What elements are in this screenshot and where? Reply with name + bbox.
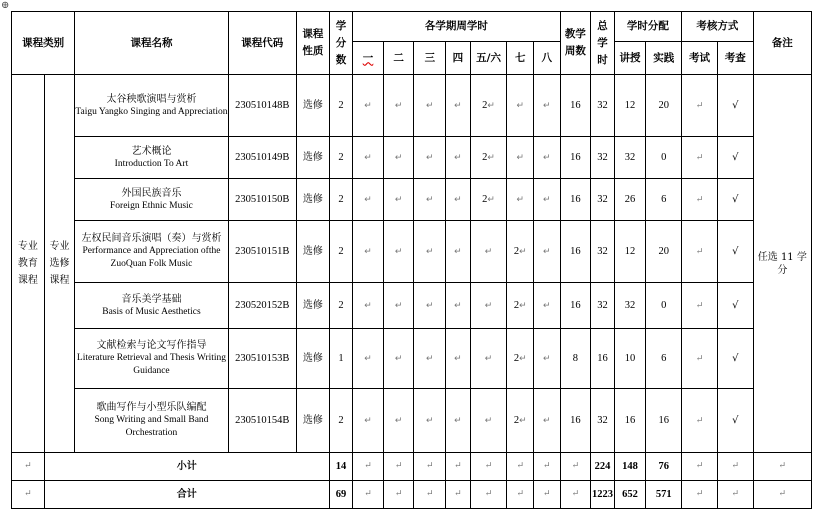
semester-hours-cell: ↵ [383, 329, 414, 389]
total-hours: 32 [591, 283, 614, 329]
category-outer: 专业教育课程 [12, 75, 45, 453]
semester-hours-cell: 2↵ [507, 329, 534, 389]
semester-hours-cell: ↵ [470, 221, 507, 283]
course-nature: 选修 [297, 221, 330, 283]
test-mark: √ [717, 137, 753, 179]
semester-hours-cell: ↵ [534, 283, 561, 329]
total-hours: 32 [591, 75, 614, 137]
semester-hours-cell: ↵ [534, 221, 561, 283]
header-semester-4: 四 [446, 42, 471, 75]
header-hours-distribution: 学时分配 [614, 12, 681, 42]
course-credits: 2 [329, 389, 352, 453]
course-nature: 选修 [297, 389, 330, 453]
total-hours: 16 [591, 329, 614, 389]
course-credits: 1 [329, 329, 352, 389]
course-code: 230510154B [228, 389, 296, 453]
test-mark: √ [717, 329, 753, 389]
semester-hours-cell: ↵ [383, 221, 414, 283]
header-remark: 备注 [753, 12, 811, 75]
semester-hours-cell: ↵ [507, 179, 534, 221]
course-code: 230520152B [228, 283, 296, 329]
table-anchor-icon[interactable]: ⊕ [1, 0, 10, 11]
table-row [12, 329, 812, 389]
header-semester-1: 一 [353, 42, 384, 75]
teaching-weeks: 16 [560, 179, 591, 221]
semester-hours-cell: ↵ [534, 75, 561, 137]
semester-hours-cell: ↵ [534, 137, 561, 179]
semester-hours-cell: ↵ [446, 329, 471, 389]
header-course-code: 课程代码 [228, 12, 296, 75]
remark-cell: 任选 11 学分 [753, 75, 811, 453]
semester-hours-cell: ↵ [414, 221, 446, 283]
header-practice: 实践 [646, 42, 682, 75]
semester-hours-cell: ↵ [414, 75, 446, 137]
semester-hours-cell: ↵ [446, 389, 471, 453]
course-nature: 选修 [297, 179, 330, 221]
semester-hours-cell: ↵ [353, 75, 384, 137]
course-name: 艺术概论 Introduction To Art [75, 137, 228, 179]
semester-hours-cell: ↵ [470, 283, 507, 329]
semester-hours-cell: ↵ [414, 283, 446, 329]
course-name: 歌曲写作与小型乐队编配 Song Writing and Small Band Orchestration [75, 389, 228, 453]
header-total-hours: 总学时 [591, 12, 614, 75]
course-code: 230510150B [228, 179, 296, 221]
subtotal-practice: 76 [646, 453, 682, 481]
header-course-nature: 课程性质 [297, 12, 330, 75]
semester-hours-cell: ↵ [414, 179, 446, 221]
total-total-hours: 1223 [591, 481, 614, 509]
teaching-weeks: 16 [560, 75, 591, 137]
semester-hours-cell: ↵ [414, 137, 446, 179]
total-hours: 32 [591, 389, 614, 453]
lecture-hours: 12 [614, 75, 646, 137]
total-hours: 32 [591, 137, 614, 179]
header-teaching-weeks: 教学周数 [560, 12, 591, 75]
practice-hours: 20 [646, 75, 682, 137]
table-row [12, 389, 812, 453]
teaching-weeks: 16 [560, 283, 591, 329]
header-semester-2: 二 [383, 42, 414, 75]
lecture-hours: 32 [614, 283, 646, 329]
lecture-hours: 12 [614, 221, 646, 283]
semester-hours-cell: ↵ [414, 329, 446, 389]
header-semester-5-6: 五/六 [470, 42, 507, 75]
exam-mark: ↵ [682, 329, 718, 389]
semester-hours-cell: ↵ [353, 329, 384, 389]
practice-hours: 16 [646, 389, 682, 453]
semester-hours-cell: 2↵ [507, 389, 534, 453]
header-credits: 学分数 [329, 12, 352, 75]
semester-hours-cell: ↵ [446, 75, 471, 137]
course-credits: 2 [329, 75, 352, 137]
exam-mark: ↵ [682, 283, 718, 329]
course-credits: 2 [329, 137, 352, 179]
table-row [12, 283, 812, 329]
course-code: 230510151B [228, 221, 296, 283]
course-name: 左权民间音乐演唱（奏）与赏析 Performance and Appreciation ofthe ZuoQuan Folk Music [75, 221, 228, 283]
semester-hours-cell: ↵ [534, 389, 561, 453]
lecture-hours: 10 [614, 329, 646, 389]
table-row [12, 75, 812, 137]
practice-hours: 6 [646, 329, 682, 389]
lecture-hours: 26 [614, 179, 646, 221]
course-credits: 2 [329, 221, 352, 283]
table-row [12, 179, 812, 221]
subtotal-total-hours: 224 [591, 453, 614, 481]
semester-hours-cell: ↵ [383, 283, 414, 329]
semester-hours-cell: 2↵ [507, 283, 534, 329]
course-nature: 选修 [297, 283, 330, 329]
exam-mark: ↵ [682, 137, 718, 179]
course-name: 太谷秧歌演唱与赏析 Taigu Yangko Singing and Appreciation [75, 75, 228, 137]
total-lecture: 652 [614, 481, 646, 509]
semester-hours-cell: ↵ [353, 389, 384, 453]
course-nature: 选修 [297, 137, 330, 179]
total-hours: 32 [591, 221, 614, 283]
category-inner: 专业选修课程 [44, 75, 75, 453]
semester-hours-cell: ↵ [446, 221, 471, 283]
teaching-weeks: 16 [560, 137, 591, 179]
course-code: 230510148B [228, 75, 296, 137]
header-assessment: 考核方式 [682, 12, 754, 42]
semester-hours-cell: 2↵ [470, 179, 507, 221]
semester-hours-cell: ↵ [470, 389, 507, 453]
semester-hours-cell: ↵ [383, 137, 414, 179]
lecture-hours: 16 [614, 389, 646, 453]
header-semester-7: 七 [507, 42, 534, 75]
semester-hours-cell: ↵ [353, 137, 384, 179]
semester-hours-cell: ↵ [383, 389, 414, 453]
semester-hours-cell: 2↵ [507, 221, 534, 283]
subtotal-credits: 14 [329, 453, 352, 481]
semester-hours-cell: ↵ [446, 179, 471, 221]
subtotal-row: ↵ 小计 14 ↵ ↵ ↵ ↵ ↵ ↵ ↵ ↵ 224 148 76 ↵ ↵ ↵ [12, 453, 812, 481]
course-nature: 选修 [297, 329, 330, 389]
semester-hours-cell: ↵ [353, 221, 384, 283]
semester-hours-cell: ↵ [383, 75, 414, 137]
subtotal-label: 小计 [44, 453, 329, 481]
course-table [11, 11, 812, 509]
total-row: ↵ 合计 69 ↵ ↵ ↵ ↵ ↵ ↵ ↵ ↵ 1223 652 571 ↵ ↵ ↵ [12, 481, 812, 509]
course-credits: 2 [329, 283, 352, 329]
course-name: 文献检索与论文写作指导 Literature Retrieval and Thesis Writing Guidance [75, 329, 228, 389]
semester-hours-cell: ↵ [507, 75, 534, 137]
header-test: 考查 [717, 42, 753, 75]
semester-hours-cell: ↵ [414, 389, 446, 453]
teaching-weeks: 8 [560, 329, 591, 389]
header-course-name: 课程名称 [75, 12, 228, 75]
subtotal-lecture: 148 [614, 453, 646, 481]
test-mark: √ [717, 221, 753, 283]
exam-mark: ↵ [682, 75, 718, 137]
total-practice: 571 [646, 481, 682, 509]
header-category: 课程类别 [12, 12, 75, 75]
header-lecture: 讲授 [614, 42, 646, 75]
total-hours: 32 [591, 179, 614, 221]
semester-hours-cell: 2↵ [470, 75, 507, 137]
exam-mark: ↵ [682, 179, 718, 221]
header-exam: 考试 [682, 42, 718, 75]
semester-hours-cell: ↵ [446, 283, 471, 329]
teaching-weeks: 16 [560, 221, 591, 283]
semester-hours-cell: ↵ [446, 137, 471, 179]
practice-hours: 0 [646, 137, 682, 179]
total-label: 合计 [44, 481, 329, 509]
test-mark: √ [717, 75, 753, 137]
practice-hours: 20 [646, 221, 682, 283]
test-mark: √ [717, 179, 753, 221]
lecture-hours: 32 [614, 137, 646, 179]
teaching-weeks: 16 [560, 389, 591, 453]
semester-hours-cell: ↵ [507, 137, 534, 179]
header-semester-hours: 各学期周学时 [353, 12, 560, 42]
header-semester-3: 三 [414, 42, 446, 75]
total-credits: 69 [329, 481, 352, 509]
course-name: 外国民族音乐 Foreign Ethnic Music [75, 179, 228, 221]
semester-hours-cell: ↵ [383, 179, 414, 221]
test-mark: √ [717, 283, 753, 329]
course-nature: 选修 [297, 75, 330, 137]
exam-mark: ↵ [682, 389, 718, 453]
semester-hours-cell: ↵ [353, 179, 384, 221]
practice-hours: 6 [646, 179, 682, 221]
course-code: 230510153B [228, 329, 296, 389]
course-credits: 2 [329, 179, 352, 221]
semester-hours-cell: ↵ [534, 329, 561, 389]
blank-cell: ↵ [12, 481, 45, 509]
table-row [12, 137, 812, 179]
semester-hours-cell: ↵ [353, 283, 384, 329]
exam-mark: ↵ [682, 221, 718, 283]
blank-cell: ↵ [12, 453, 45, 481]
semester-hours-cell: ↵ [534, 179, 561, 221]
course-name: 音乐美学基础 Basis of Music Aesthetics [75, 283, 228, 329]
course-code: 230510149B [228, 137, 296, 179]
header-semester-8: 八 [534, 42, 561, 75]
practice-hours: 0 [646, 283, 682, 329]
test-mark: √ [717, 389, 753, 453]
table-row [12, 221, 812, 283]
semester-hours-cell: ↵ [470, 329, 507, 389]
semester-hours-cell: 2↵ [470, 137, 507, 179]
